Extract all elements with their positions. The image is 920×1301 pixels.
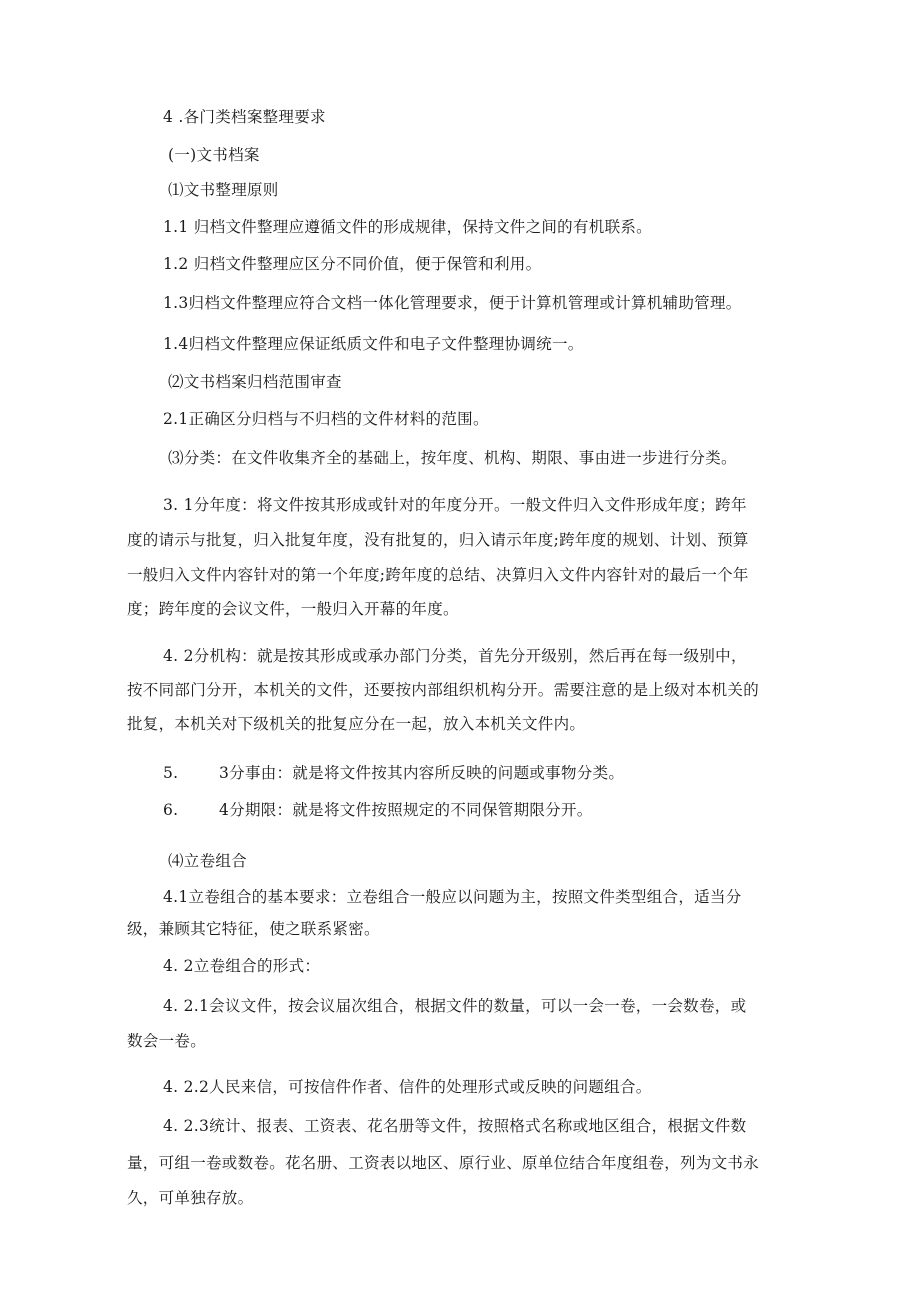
text-line: 久，可单独存放。 [127,1189,254,1207]
paragraph-3-4 [163,799,593,821]
text-line: 一般归入文件内容针对的第一个年度;跨年度的总结、决算归入文件内容针对的最后一个年 [127,566,749,584]
subsection-title-wenshu: (一)文书档案 [168,146,260,164]
text-line: 4. 2.3统计、报表、工资表、花名册等文件，按照格式名称或地区组合，根据文件数 [163,1117,747,1135]
paragraph-3-3 [163,762,624,784]
item-title-classification: ⑶分类：在文件收集齐全的基础上，按年度、机构、期限、事由进一步进行分类。 [168,449,737,467]
item-title-volume-assembly: ⑷立卷组合 [168,852,248,870]
paragraph-4-2-2: 4. 2.2人民来信，可按信件作者、信件的处理形式或反映的问题组合。 [163,1078,652,1096]
text-line: 级，兼顾其它特征，使之联系紧密。 [127,920,380,938]
text-line: 3. 1分年度：将文件按其形成或针对的年度分开。一般文件归入文件形成年度；跨年 [163,496,747,514]
text-line: 度；跨年度的会议文件，一般归入开幕的年度。 [127,600,459,618]
paragraph-2-1: 2.1正确区分归档与不归档的文件材料的范围。 [163,410,489,428]
list-text: 4分期限：就是将文件按照规定的不同保管期限分开。 [219,801,593,819]
text-line: 4. 2.1会议文件，按会议届次组合，根据文件的数量，可以一会一卷，一会数卷，或 [163,997,747,1015]
list-number: 5. [163,764,179,782]
text-line: 度的请示与批复，归入批复年度，没有批复的，归入请示年度;跨年度的规划、计划、预算 [127,531,749,549]
paragraph-1-4: 1.4归档文件整理应保证纸质文件和电子文件整理协调统一。 [163,335,584,353]
paragraph-1-3: 1.3归档文件整理应符合文档一体化管理要求，便于计算机管理或计算机辅助管理。 [163,294,742,312]
text-line: 批复，本机关对下级机关的批复应分在一起，放入本机关文件内。 [127,715,586,733]
item-title-scope-review: ⑵文书档案归档范围审查 [168,373,342,391]
heading-number: 4 [163,108,174,126]
paragraph-1-1: 1.1 归档文件整理应遵循文件的形成规律，保持文件之间的有机联系。 [163,218,652,236]
text-line: 按不同部门分开，本机关的文件，还要按内部组织机构分开。需要注意的是上级对本机关的 [127,681,760,699]
list-number: 6. [163,801,179,819]
text-line: 4.1立卷组合的基本要求：立卷组合一般应以问题为主，按照文件类型组合，适当分 [163,888,742,906]
section-heading [163,106,326,128]
text-line: 4. 2分机构：就是按其形成或承办部门分类，首先分开级别，然后再在每一级别中， [163,647,747,665]
paragraph-4-2: 4. 2立卷组合的形式： [163,957,321,975]
list-text: 3分事由：就是将文件按其内容所反映的问题或事物分类。 [219,764,625,782]
heading-text: .各门类档案整理要求 [173,108,326,126]
text-line: 数会一卷。 [127,1032,207,1050]
text-line: 量，可组一卷或数卷。花名册、工资表以地区、原行业、原单位结合年度组卷，列为文书永 [127,1154,760,1172]
paragraph-1-2: 1.2 归档文件整理应区分不同价值，便于保管和利用。 [163,255,542,273]
item-title-principles: ⑴文书整理原则 [168,181,279,199]
